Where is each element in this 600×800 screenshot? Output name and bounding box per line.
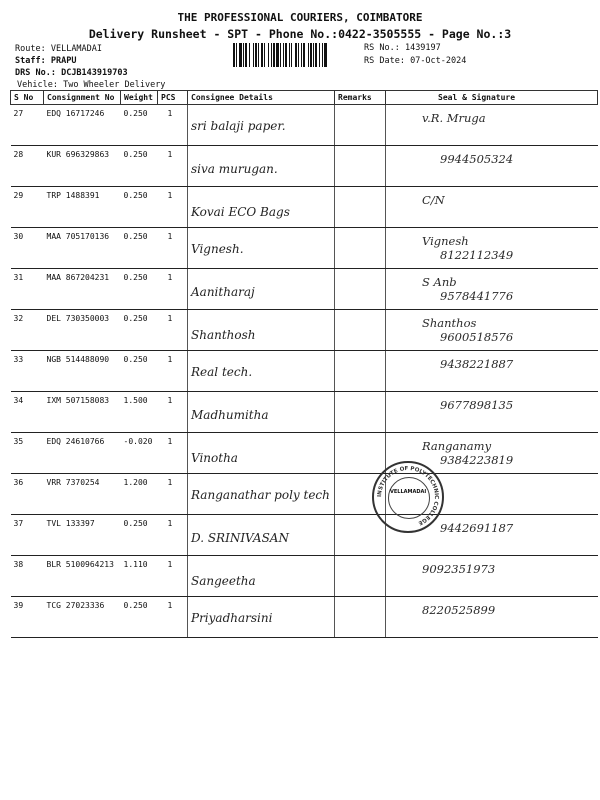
- staff-value: PRAPU: [50, 56, 77, 66]
- staff-label: Staff:: [15, 56, 46, 66]
- signature-phone: 9677898135: [440, 398, 514, 412]
- cell-sno: 29: [11, 187, 44, 228]
- staff-line: [15, 56, 76, 66]
- college-stamp: [372, 461, 444, 533]
- table-row: [11, 187, 598, 228]
- rs-no-label: RS No.:: [364, 43, 400, 53]
- company-title: THE PROFESSIONAL COURIERS, COIMBATORE: [177, 11, 423, 24]
- consignee-handwriting: Real tech.: [191, 365, 253, 379]
- cell-pcs: 1: [158, 515, 188, 556]
- route-label: Route:: [15, 44, 46, 54]
- table-row: [11, 556, 598, 597]
- rs-date-label: RS Date:: [364, 56, 405, 66]
- consignee-handwriting: Kovai ECO Bags: [191, 205, 290, 219]
- cell-remarks: [335, 310, 386, 351]
- table-row: [11, 474, 598, 515]
- runsheet-title: Delivery Runsheet - SPT - Phone No.:0422-3505555 - Page No.:3: [88, 27, 512, 41]
- col-consignment: Consignment No: [44, 91, 121, 105]
- cell-consignee: [188, 187, 335, 228]
- consignee-handwriting: Shanthosh: [191, 328, 256, 342]
- cell-seal-signature: [386, 597, 598, 638]
- cell-seal-signature: [386, 556, 598, 597]
- cell-sno: 36: [11, 474, 44, 515]
- cell-consignee: [188, 269, 335, 310]
- cell-seal-signature: [386, 228, 598, 269]
- cell-sno: 31: [11, 269, 44, 310]
- cell-seal-signature: [386, 146, 598, 187]
- table-row: [11, 392, 598, 433]
- stamp-ring: [374, 463, 442, 531]
- cell-seal-signature: [386, 392, 598, 433]
- cell-weight: 0.250: [121, 187, 158, 228]
- consignee-handwriting: Vignesh.: [191, 242, 244, 256]
- cell-pcs: 1: [158, 105, 188, 146]
- cell-sno: 37: [11, 515, 44, 556]
- cell-pcs: 1: [158, 269, 188, 310]
- rs-no-value: 1439197: [404, 43, 441, 53]
- signature-text: 8220525899: [422, 603, 496, 617]
- cell-pcs: 1: [158, 146, 188, 187]
- cell-weight: 0.250: [121, 515, 158, 556]
- cell-weight: 0.250: [121, 146, 158, 187]
- vehicle-label: Vehicle:: [17, 80, 58, 90]
- cell-consignment: TRP 1488391: [44, 187, 121, 228]
- cell-consignee: [188, 146, 335, 187]
- consignee-handwriting: Vinotha: [191, 451, 238, 465]
- drs-label: DRS No.:: [15, 68, 56, 78]
- barcode: [233, 43, 359, 67]
- cell-remarks: [335, 105, 386, 146]
- signature-text: C/N: [422, 193, 445, 207]
- cell-remarks: [335, 146, 386, 187]
- signature-phone: 8122112349: [440, 248, 514, 262]
- cell-pcs: 1: [158, 556, 188, 597]
- cell-weight: 1.110: [121, 556, 158, 597]
- table-row: [11, 269, 598, 310]
- cell-pcs: 1: [158, 187, 188, 228]
- cell-consignment: MAA 705170136: [44, 228, 121, 269]
- cell-consignment: DEL 730350003: [44, 310, 121, 351]
- cell-seal-signature: [386, 187, 598, 228]
- consignee-handwriting: Madhumitha: [191, 408, 269, 422]
- cell-remarks: [335, 392, 386, 433]
- cell-seal-signature: [386, 269, 598, 310]
- col-consignee: Consignee Details: [188, 91, 335, 105]
- cell-sno: 32: [11, 310, 44, 351]
- cell-weight: -0.020: [121, 433, 158, 474]
- vehicle-line: [17, 80, 165, 90]
- rs-date-line: [364, 56, 466, 66]
- col-pcs: PCS: [158, 91, 188, 105]
- cell-weight: 0.250: [121, 228, 158, 269]
- cell-consignee: [188, 515, 335, 556]
- signature-text: Vignesh: [422, 234, 469, 248]
- cell-consignment: TCG 27023336: [44, 597, 121, 638]
- cell-pcs: 1: [158, 474, 188, 515]
- cell-weight: 0.250: [121, 351, 158, 392]
- col-weight: Weight: [121, 91, 158, 105]
- col-sno: S No: [11, 91, 44, 105]
- cell-pcs: 1: [158, 433, 188, 474]
- table-header: [11, 91, 598, 105]
- cell-consignment: KUR 696329863: [44, 146, 121, 187]
- cell-weight: 0.250: [121, 269, 158, 310]
- cell-sno: 28: [11, 146, 44, 187]
- table-row: [11, 433, 598, 474]
- cell-consignee: [188, 556, 335, 597]
- signature-phone: 9600518576: [440, 330, 514, 344]
- cell-sno: 38: [11, 556, 44, 597]
- rs-no-line: [364, 43, 441, 53]
- consignee-handwriting: Ranganathar poly tech: [191, 488, 330, 502]
- signature-text: Shanthos: [422, 316, 477, 330]
- cell-consignee: [188, 597, 335, 638]
- svg-text:INSTITUTE OF POLYTECHNIC COLLE: [377, 466, 439, 526]
- cell-consignment: IXM 507158083: [44, 392, 121, 433]
- consignee-handwriting: Priyadharsini: [191, 611, 273, 625]
- cell-pcs: 1: [158, 310, 188, 351]
- cell-sno: 30: [11, 228, 44, 269]
- cell-remarks: [335, 556, 386, 597]
- cell-consignee: [188, 228, 335, 269]
- consignee-handwriting: siva murugan.: [191, 162, 278, 176]
- signature-text: Ranganamy: [422, 439, 492, 453]
- cell-sno: 27: [11, 105, 44, 146]
- signature-phone: 9438221887: [440, 357, 514, 371]
- rs-date-value: 07-Oct-2024: [410, 56, 467, 66]
- col-seal: Seal & Signature: [386, 91, 598, 105]
- signature-phone: 9384223819: [440, 453, 514, 467]
- consignee-handwriting: Sangeetha: [191, 574, 256, 588]
- cell-consignment: EDQ 24610766: [44, 433, 121, 474]
- cell-sno: 34: [11, 392, 44, 433]
- route-value: VELLAMADAI: [50, 44, 103, 54]
- cell-remarks: [335, 228, 386, 269]
- cell-sno: 39: [11, 597, 44, 638]
- cell-seal-signature: [386, 310, 598, 351]
- cell-weight: 0.250: [121, 597, 158, 638]
- consignee-handwriting: sri balaji paper.: [191, 119, 286, 133]
- cell-consignee: [188, 392, 335, 433]
- table-row: [11, 351, 598, 392]
- table-row: [11, 597, 598, 638]
- cell-weight: 0.250: [121, 310, 158, 351]
- table-row: [11, 146, 598, 187]
- cell-consignee: [188, 351, 335, 392]
- cell-remarks: [335, 187, 386, 228]
- drs-line: [15, 68, 128, 78]
- consignee-handwriting: D. SRINIVASAN: [191, 531, 289, 545]
- drs-value: DCJB143919703: [61, 68, 128, 78]
- cell-sno: 35: [11, 433, 44, 474]
- stamp-name: VELLAMADAI: [390, 489, 427, 495]
- cell-consignee: [188, 310, 335, 351]
- cell-sno: 33: [11, 351, 44, 392]
- cell-consignee: [188, 474, 335, 515]
- signature-phone: 9442691187: [440, 521, 514, 535]
- signature-text: S Anb: [422, 275, 457, 289]
- cell-weight: 0.250: [121, 105, 158, 146]
- signature-phone: 9578441776: [440, 289, 514, 303]
- runsheet-table: [10, 90, 598, 638]
- col-remarks: Remarks: [335, 91, 386, 105]
- cell-consignment: MAA 867204231: [44, 269, 121, 310]
- consignee-handwriting: Aanitharaj: [191, 285, 255, 299]
- cell-pcs: 1: [158, 597, 188, 638]
- table-row: [11, 228, 598, 269]
- cell-pcs: 1: [158, 228, 188, 269]
- cell-consignee: [188, 433, 335, 474]
- table-row: [11, 105, 598, 146]
- cell-seal-signature: [386, 351, 598, 392]
- cell-consignment: TVL 133397: [44, 515, 121, 556]
- cell-consignment: BLR 5100964213: [44, 556, 121, 597]
- cell-consignment: NGB 514488090: [44, 351, 121, 392]
- signature-phone: 9944505324: [440, 152, 514, 166]
- table-row: [11, 515, 598, 556]
- signature-text: 9092351973: [422, 562, 496, 576]
- vehicle-value: Two Wheeler Delivery: [63, 80, 166, 90]
- stamp-text: INSTITUTE OF POLYTECHNIC COLLEGE: [376, 465, 440, 526]
- cell-consignee: [188, 105, 335, 146]
- signature-text: v.R. Mruga: [422, 111, 486, 125]
- cell-remarks: [335, 597, 386, 638]
- table-row: [11, 310, 598, 351]
- cell-consignment: VRR 7370254: [44, 474, 121, 515]
- cell-pcs: 1: [158, 351, 188, 392]
- cell-seal-signature: [386, 105, 598, 146]
- cell-consignment: EDQ 16717246: [44, 105, 121, 146]
- cell-remarks: [335, 269, 386, 310]
- cell-pcs: 1: [158, 392, 188, 433]
- route-line: [15, 44, 102, 54]
- cell-weight: 1.200: [121, 474, 158, 515]
- cell-remarks: [335, 351, 386, 392]
- cell-weight: 1.500: [121, 392, 158, 433]
